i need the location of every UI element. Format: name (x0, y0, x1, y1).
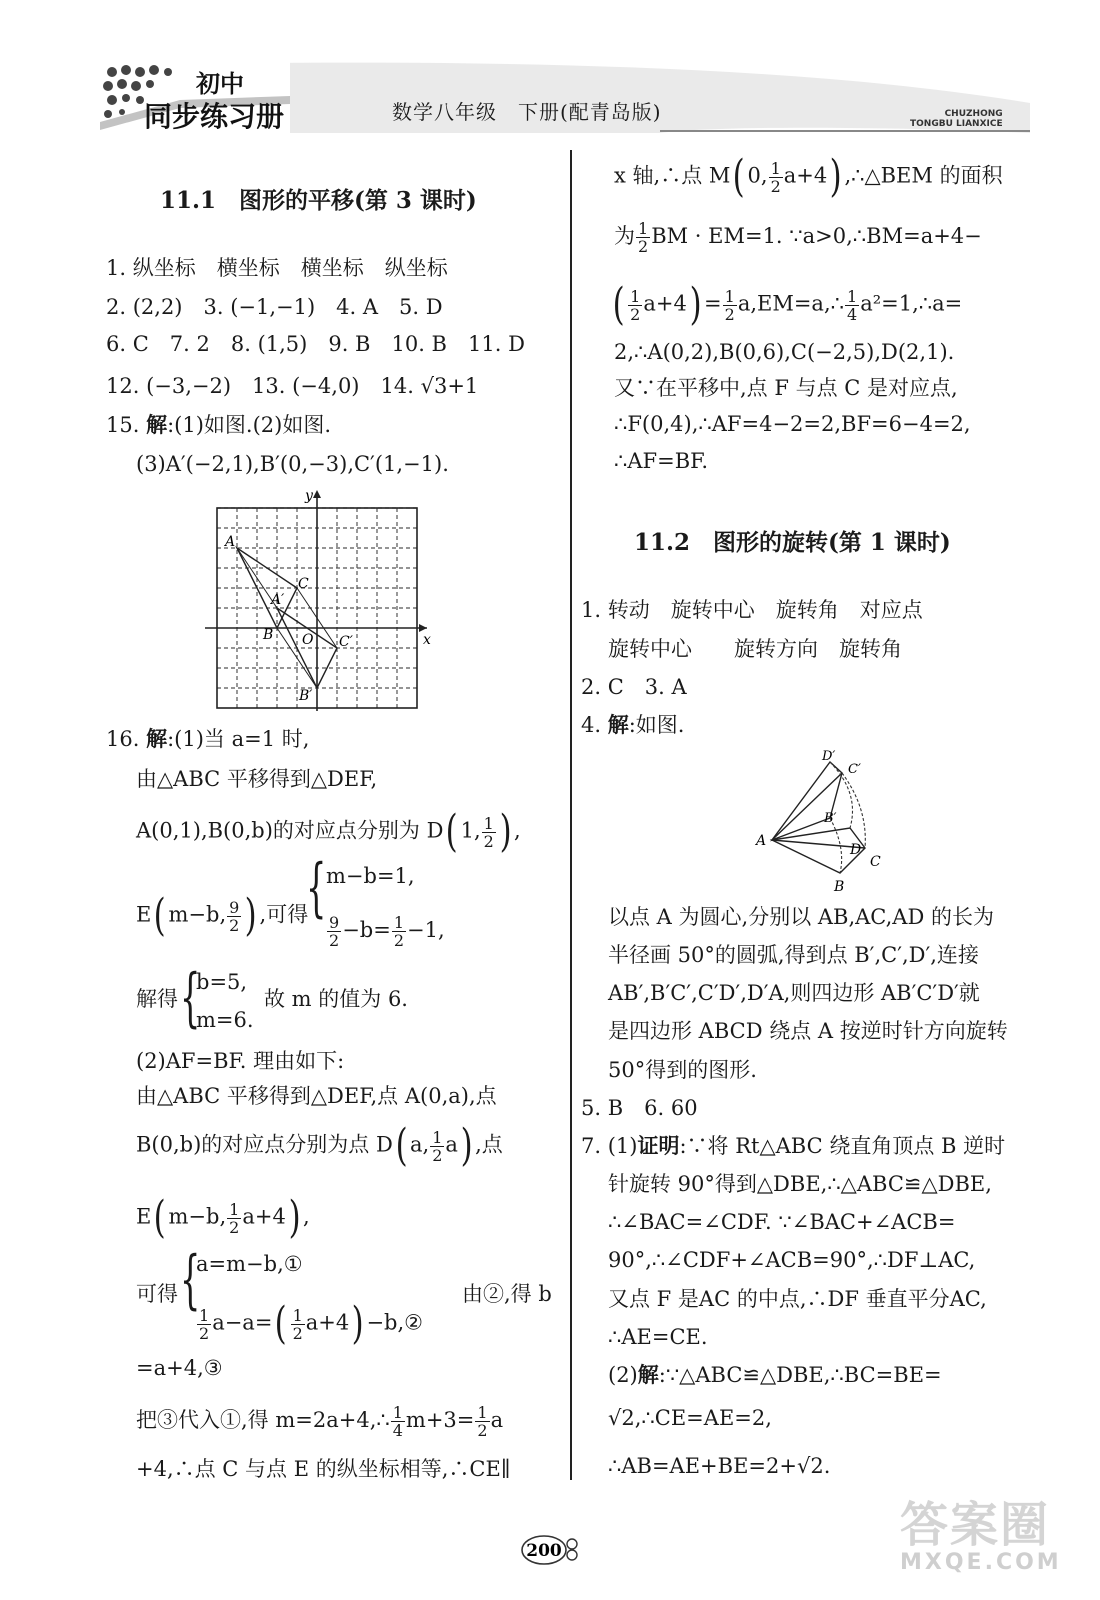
rot-B1-label: B′ (824, 811, 837, 826)
q7-text-8: ,∴CE=AE=2, (634, 1406, 772, 1430)
q16-line-4-inner: m−b, (168, 902, 227, 927)
q4-text: :如图. (628, 713, 685, 737)
system-1-tail: −1, (407, 918, 445, 942)
q7-zhengming: 证明 (637, 1133, 680, 1158)
fraction-nine-half (327, 914, 341, 949)
cont-line-1-inner: 0, (747, 163, 768, 188)
cont-line-2-text: 为 (614, 224, 635, 248)
page-number: 200 (526, 1541, 562, 1561)
p2-line-3 (136, 1120, 503, 1171)
cont-line-7: ∴AF=BF. (614, 449, 709, 473)
numerator: 1 (392, 1403, 403, 1422)
cont-line-4: 2,∴A(0,2),B(0,6),C(−2,5),D(2,1). (614, 340, 955, 364)
p2-line-4-E: E (136, 1204, 152, 1229)
denominator: 2 (199, 1323, 210, 1343)
numerator: 1 (229, 1199, 240, 1219)
q7-line-8 (608, 1404, 772, 1432)
paren-close: ) (244, 890, 257, 941)
rot-D-label: D (850, 842, 862, 858)
numerator: 1 (724, 286, 735, 306)
q16-line-4-post: ,可得 (259, 902, 309, 927)
paren-open: ( (732, 151, 745, 202)
system-2-line-1: b=5, (196, 970, 248, 994)
system-3-text-a: a−a= (212, 1310, 273, 1335)
p2-line-3-inner: a, (409, 1132, 430, 1157)
q7-line-1 (581, 1132, 1005, 1160)
numerator: 1 (638, 219, 649, 238)
p2-line-4-post: , (303, 1204, 310, 1229)
answer-line-3: 6. C 7. 2 8. (1,5) 9. B 10. B 11. D (106, 332, 525, 356)
q16-text-1: :(1)当 a=1 时, (167, 727, 310, 751)
q7-text-9: ∴AB=AE+BE=2+ (608, 1454, 797, 1478)
system-1-line-1: m−b=1, (326, 864, 415, 888)
rot-D1-label: D′ (822, 749, 836, 764)
p2-line-3-text: B(0,b)的对应点分别为点 D (136, 1132, 393, 1157)
rot-answer-2: 2. C 3. A (581, 675, 687, 699)
fraction-one-half (291, 1307, 305, 1342)
fraction-one-half (197, 1307, 211, 1342)
denominator: 2 (229, 915, 240, 935)
cont-line-6: ∴F(0,4),∴AF=4−2=2,BF=6−4=2, (614, 412, 971, 436)
answer-line-4-tail: +1 (447, 374, 479, 398)
cont-line-3-inner: a+4 (643, 291, 687, 316)
paren-open: ( (274, 1298, 288, 1349)
system-3-post: 由②,得 b (462, 1282, 552, 1306)
q7-text-7: :∵△ABC≌△DBE,∴BC=BE= (658, 1363, 942, 1387)
fraction-one-half (636, 220, 650, 255)
answer-line-4 (106, 372, 478, 400)
system-3-text-b: a+4 (305, 1310, 350, 1335)
p2-line-3-a: a (445, 1132, 458, 1157)
q4-jie: 解 (607, 712, 629, 737)
q16-line-1 (106, 725, 309, 753)
column-divider (570, 150, 572, 1480)
system-1-line-2 (326, 914, 445, 949)
system-2-line-2: m=6. (196, 1008, 254, 1032)
q15-line-1 (106, 411, 331, 439)
q15-number: 15. (106, 413, 147, 437)
cont-line-3-mid: a,EM=a,∴ (737, 291, 844, 316)
numerator: 1 (483, 813, 494, 833)
fraction-one-half (723, 288, 737, 323)
x-axis-label: x (423, 632, 431, 648)
point-C-label: C (298, 576, 309, 592)
fraction-one-half (227, 1201, 241, 1236)
q7-line-7 (608, 1361, 942, 1389)
q7-part-1: (1) (607, 1134, 638, 1158)
rot-q4-line (581, 711, 684, 739)
rot-A-label: A (756, 833, 767, 849)
system-3-text-c: −b,② (366, 1310, 423, 1335)
fraction-one-half (628, 288, 642, 323)
point-A1-label: A′ (271, 592, 285, 608)
solve-result: 故 m 的值为 6. (264, 987, 408, 1011)
q7-jie: 解 (637, 1362, 659, 1387)
paren-close: ) (829, 151, 842, 202)
watermark (900, 1497, 1062, 1575)
q7-part-2: (2) (608, 1363, 638, 1387)
q7-line-4: 90°,∴∠CDF+∠ACB=90°,∴DF⊥AC, (608, 1248, 976, 1272)
denominator: 4 (847, 304, 858, 324)
explain-line-5: 50°得到的图形. (608, 1058, 757, 1082)
p2-line-2: 由△ABC 平移得到△DEF,点 A(0,a),点 (136, 1084, 497, 1108)
fraction-one-half (769, 160, 783, 195)
p2-line-4 (136, 1192, 310, 1243)
system-3-label: 可得 (136, 1282, 178, 1306)
q15-jie: 解 (146, 412, 168, 437)
page-number-badge (520, 1530, 584, 1570)
rot-answer-5: 5. B 6. 60 (581, 1096, 698, 1120)
q7-line-2: 针旋转 90°得到△DBE,∴△ABC≌△DBE, (608, 1172, 992, 1196)
q7-text-1: :∵将 Rt△ABC 绕直角顶点 B 逆时 (679, 1134, 1006, 1158)
p2-line-4-a: a+4 (242, 1204, 286, 1229)
watermark-text: 答案圈 (900, 1497, 1051, 1553)
q16-jie: 解 (146, 726, 168, 751)
cont-line-1-a: a+4 (783, 163, 828, 188)
paren-close: ) (288, 1192, 301, 1243)
point-A-label: A (225, 534, 236, 550)
q7-line-6: ∴AE=CE. (608, 1325, 708, 1349)
rotation-figure (750, 748, 900, 898)
paren-open: ( (395, 1120, 408, 1171)
numerator: 1 (292, 1305, 303, 1325)
numerator: 1 (477, 1403, 488, 1422)
fraction-one-half (430, 1129, 444, 1164)
system-brace-1: { (306, 851, 327, 925)
cont-line-1-text: x 轴,∴点 M (614, 163, 731, 188)
denominator: 2 (630, 304, 641, 324)
fraction-one-half (482, 815, 496, 850)
cont-line-1 (614, 151, 1003, 202)
book-logo (100, 60, 290, 136)
latin-line-2: TONGBU LIANXICE (910, 119, 1003, 129)
q15-line-2: (3)A′(−2,1),B′(0,−3),C′(1,−1). (136, 452, 449, 476)
q16-line-3-text: A(0,1),B(0,b)的对应点分别为 D (136, 818, 444, 843)
sqrt-2: √2 (608, 1406, 635, 1430)
fraction-one-quarter (845, 288, 859, 323)
answer-line-1: 1. 纵坐标 横坐标 横坐标 纵坐标 (106, 256, 448, 280)
q4-number: 4. (581, 713, 608, 737)
cont-line-2 (614, 220, 982, 255)
system-3-line-1: a=m−b,① (196, 1252, 303, 1276)
cont-line-3 (610, 279, 963, 330)
paren-open: ( (612, 279, 625, 330)
numerator: 9 (329, 913, 340, 932)
watermark-url: MXQE.COM (900, 1550, 1062, 1575)
quad-AB1C1D1 (772, 762, 842, 840)
cont-line-3-eq: = (704, 291, 722, 316)
numerator: 1 (393, 913, 405, 932)
rot-answer-1: 1. 转动 旋转中心 旋转角 对应点 (581, 598, 923, 622)
explain-line-3: AB′,B′C′,C′D′,D′A,则四边形 AB′C′D′就 (608, 981, 980, 1005)
point-B-label: B (263, 627, 274, 643)
rot-C1-label: C′ (848, 762, 861, 777)
q7-line-9 (608, 1452, 830, 1480)
solve-label: 解得 (136, 987, 178, 1011)
q7-text-9-tail: . (823, 1454, 831, 1478)
rot-C-label: C (870, 854, 881, 870)
fraction-one-half (392, 914, 406, 949)
explain-line-2: 半径画 50°的圆弧,得到点 B′,C′,D′,连接 (608, 943, 979, 967)
paren-open: ( (446, 806, 459, 857)
numerator: 1 (432, 1127, 443, 1147)
fraction-one-quarter (391, 1404, 405, 1439)
denominator: 2 (483, 831, 494, 851)
q16-number: 16. (106, 727, 147, 751)
cont-line-3-post: a²=1,∴a= (860, 291, 963, 316)
denominator: 2 (393, 931, 405, 950)
p2-line-7-mid: m+3= (405, 1408, 475, 1432)
logo-text-2: 同步练习册 (144, 100, 285, 133)
system-3-line-2 (196, 1298, 423, 1349)
denominator: 2 (724, 304, 735, 324)
p2-line-8: +4,∴点 C 与点 E 的纵坐标相等,∴CE∥ (136, 1457, 511, 1481)
point-B1-label: B′ (299, 688, 313, 704)
numerator: 9 (229, 897, 240, 917)
latin-line-1: CHUZHONG (944, 109, 1003, 119)
numerator: 1 (630, 286, 641, 306)
denominator: 2 (432, 1145, 443, 1165)
paren-close: ) (460, 1120, 473, 1171)
section-title-11-1: 11.1 图形的平移(第 3 课时) (160, 187, 477, 214)
numerator: 1 (770, 158, 781, 178)
q16-line-4 (136, 890, 309, 941)
system-brace-2: { (180, 961, 201, 1035)
sqrt-2: √2 (796, 1454, 824, 1478)
denominator: 2 (292, 1323, 303, 1343)
denominator: 2 (329, 931, 340, 950)
cont-line-1-post: ,∴△BEM 的面积 (844, 163, 1003, 188)
cont-line-5: 又∵在平移中,点 F 与点 C 是对应点, (614, 376, 958, 400)
p2-line-1: (2)AF=BF. 理由如下: (136, 1049, 345, 1073)
rot-answer-1b: 旋转中心 旋转方向 旋转角 (608, 637, 902, 661)
paren-close: ) (499, 806, 512, 857)
point-C1-label: C′ (339, 634, 353, 650)
fraction-one-half (475, 1404, 489, 1439)
answer-line-4-text: 12. (−3,−2) 13. (−4,0) 14. (106, 374, 421, 398)
denominator: 2 (477, 1421, 488, 1440)
system-brace-3: { (180, 1243, 201, 1317)
origin-label: O (302, 632, 314, 648)
p2-line-3-post: ,点 (475, 1132, 503, 1157)
logo-text-1: 初中 (196, 70, 244, 98)
latin-title (910, 109, 1003, 129)
paren-close: ) (689, 279, 702, 330)
q16-line-2: 由△ABC 平移得到△DEF, (136, 767, 378, 791)
numerator: 1 (847, 286, 858, 306)
translation-grid-figure (205, 486, 445, 711)
denominator: 2 (638, 237, 649, 256)
sqrt-3: √3 (420, 374, 448, 398)
denominator: 2 (229, 1217, 240, 1237)
paren-close: ) (351, 1298, 364, 1349)
triangle-A1B1C1 (277, 608, 337, 688)
p2-line-6: =a+4,③ (136, 1356, 223, 1380)
answer-line-2: 2. (2,2) 3. (−1,−1) 4. A 5. D (106, 295, 443, 319)
denominator: 4 (392, 1421, 403, 1440)
q15-text: :(1)如图.(2)如图. (167, 413, 331, 437)
explain-line-1: 以点 A 为圆心,分别以 AB,AC,AD 的长为 (608, 905, 994, 929)
cont-line-2-post: BM · EM=1. ∵a>0,∴BM=a+4− (651, 224, 982, 248)
q7-line-5: 又点 F 是AC 的中点,∴DF 垂直平分AC, (608, 1287, 987, 1311)
paren-open: ( (153, 1192, 166, 1243)
p2-line-7 (136, 1404, 503, 1439)
q7-line-3: ∴∠BAC=∠CDF. ∵∠BAC+∠ACB= (608, 1210, 956, 1234)
y-axis-label: y (305, 488, 313, 504)
denominator: 2 (770, 176, 781, 196)
fraction-nine-half (227, 899, 241, 934)
system-1-text: −b= (342, 918, 391, 942)
subject-title: 数学八年级 下册(配青岛版) (392, 100, 662, 124)
numerator: 1 (199, 1305, 210, 1325)
q16-line-4-E: E (136, 902, 152, 927)
p2-line-4-inner: m−b, (168, 1204, 227, 1229)
q7-number: 7. (581, 1134, 608, 1158)
q16-line-3-inner: 1, (460, 818, 481, 843)
rot-B-label: B (834, 879, 845, 895)
paren-open: ( (153, 890, 166, 941)
explain-line-4: 是四边形 ABCD 绕点 A 按逆时针方向旋转 (608, 1019, 1008, 1043)
section-title-11-2: 11.2 图形的旋转(第 1 课时) (634, 529, 951, 556)
p2-line-7-text: 把③代入①,得 m=2a+4,∴ (136, 1408, 390, 1432)
q16-line-3: A(0,1),B(0,b)的对应点分别为 D( 1, $\frac{1}{2}$ ) , (136, 806, 521, 857)
p2-line-7-post: a (490, 1408, 504, 1432)
